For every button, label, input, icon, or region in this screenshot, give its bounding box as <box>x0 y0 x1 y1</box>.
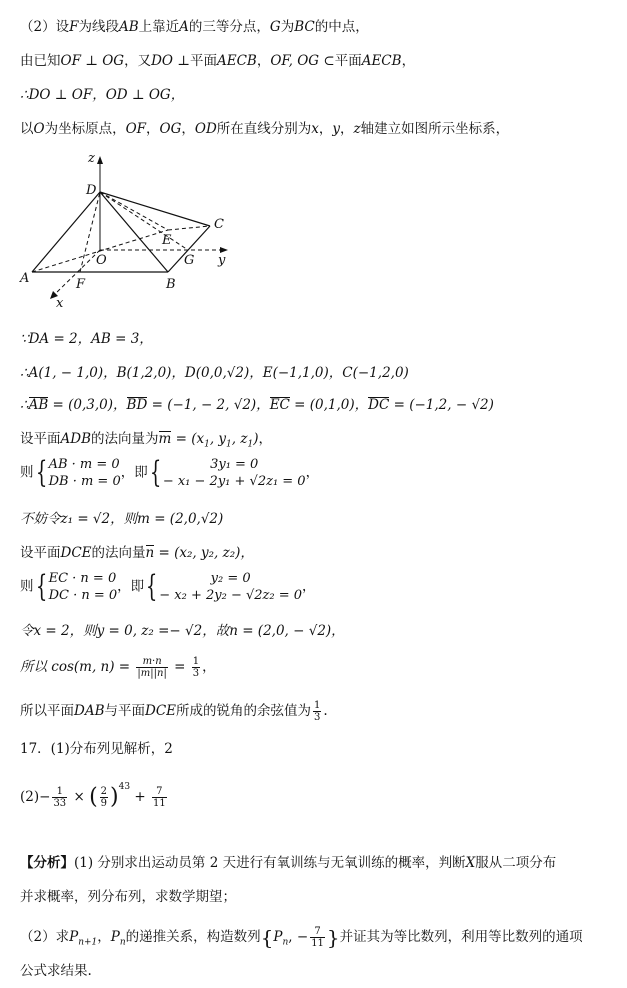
line-perpendicular-facts: 由已知OF ⊥ OG，又DO ⊥平面AECB，OF, OG ⊂平面AECB， <box>20 53 416 69</box>
vec-AB: AB <box>28 397 49 413</box>
label-z: z <box>88 151 95 166</box>
analysis-para-2-cont: 公式求结果. <box>20 963 92 979</box>
label-F: F <box>76 277 86 292</box>
line-setup-points: （2）设F为线段AB上靠近A的三等分点，G为BC的中点， <box>20 19 369 35</box>
q17-answer-2: (2)− $\frac{1}{33}$ × ( $\frac{2}{9}$ )$^{43}$ + $\frac{7}{11}$ <box>20 782 166 810</box>
line-point-coords: ∴A(1, − 1,0)，B(1,2,0)，D(0,0,√2)，E(−1,1,0)，C(−1,2,0) <box>20 365 409 381</box>
analysis-para-1: 【分析】(1) 分别求出运动员第 2 天进行有氧训练与无氧训练的概率，判断X服从二项分布 <box>20 855 557 871</box>
label-G: G <box>184 253 195 268</box>
line-system-1: 则{ AB · m = 0 DB · m = 0 ，即{ 3y₁ = 0 − x₁ − 2y₁ + √2z₁ = 0 ， <box>20 455 320 490</box>
label-x: x <box>56 296 64 310</box>
line-choose-m: 不妨令z₁ = √2，则m = (2,0,√2) <box>20 511 224 527</box>
line-conclusion-perp: ∴DO ⊥ OF，OD ⊥ OG， <box>20 87 185 103</box>
line-vectors: ∴AB = (0,3,0)，BD = (−1, − 2, √2)，EC = (0,1,0)，DC = (−1,2, − √2) <box>20 397 494 413</box>
analysis-para-1-cont: 并求概率，列分布列，求数学期望； <box>20 889 236 905</box>
line-given-lengths: ∵DA = 2，AB = 3， <box>20 331 153 347</box>
analysis-para-2: （2）求$P_{n+1}$，$P_n$的递推关系，构造数列{$P_n$, − $\frac{7}{11}$ }并证其为等比数列，利用等比数列的通项 <box>20 925 583 950</box>
line-normal-m: 设平面ADB的法向量为$m = (x_1$, $y_1$, $z_1$)， <box>20 431 272 450</box>
line-system-2: 则{ EC · n = 0 DC · n = 0 ，即{ y₂ = 0 − x₂ + 2y₂ − √2z₂ = 0 ， <box>20 569 316 604</box>
label-C: C <box>214 217 224 232</box>
edge-DC <box>100 192 210 226</box>
label-E: E <box>162 233 172 248</box>
line-coordinate-setup: 以O为坐标原点，OF，OG，OD所在直线分别为x，y，z轴建立如图所示坐标系， <box>20 121 510 137</box>
vec-BD: BD <box>126 397 148 413</box>
label-y: y <box>218 253 226 268</box>
line-final-answer: 所以平面DAB与平面DCE所成的锐角的余弦值为 $\frac{1}{3}$ . <box>20 700 328 723</box>
label-D: D <box>86 183 97 198</box>
edge-EC <box>168 226 210 230</box>
vec-DC: DC <box>368 397 390 413</box>
vec-EC: EC <box>269 397 290 413</box>
line-choose-n: 令x = 2，则y = 0, z₂ =− √2，故n = (2,0, − √2)， <box>20 623 345 639</box>
label-O: O <box>96 253 107 268</box>
label-A: A <box>20 271 30 286</box>
line-cosine: 所以 cos(m, n) = $\frac{m\cdot n}{|m||n|}$ = $\frac{1}{3}$ ， <box>20 656 216 679</box>
q17-answer-1: 17．(1)分布列见解析，2 <box>20 741 173 757</box>
z-axis-arrow <box>97 156 103 164</box>
edge-DB <box>100 192 168 272</box>
pyramid-diagram <box>18 150 248 310</box>
analysis-tag: 【分析】 <box>20 855 74 871</box>
line-normal-n: 设平面DCE的法向量n = (x₂, y₂, z₂)， <box>20 545 254 561</box>
label-B: B <box>166 277 176 292</box>
edge-DE <box>100 192 168 230</box>
edge-DG <box>100 192 188 250</box>
